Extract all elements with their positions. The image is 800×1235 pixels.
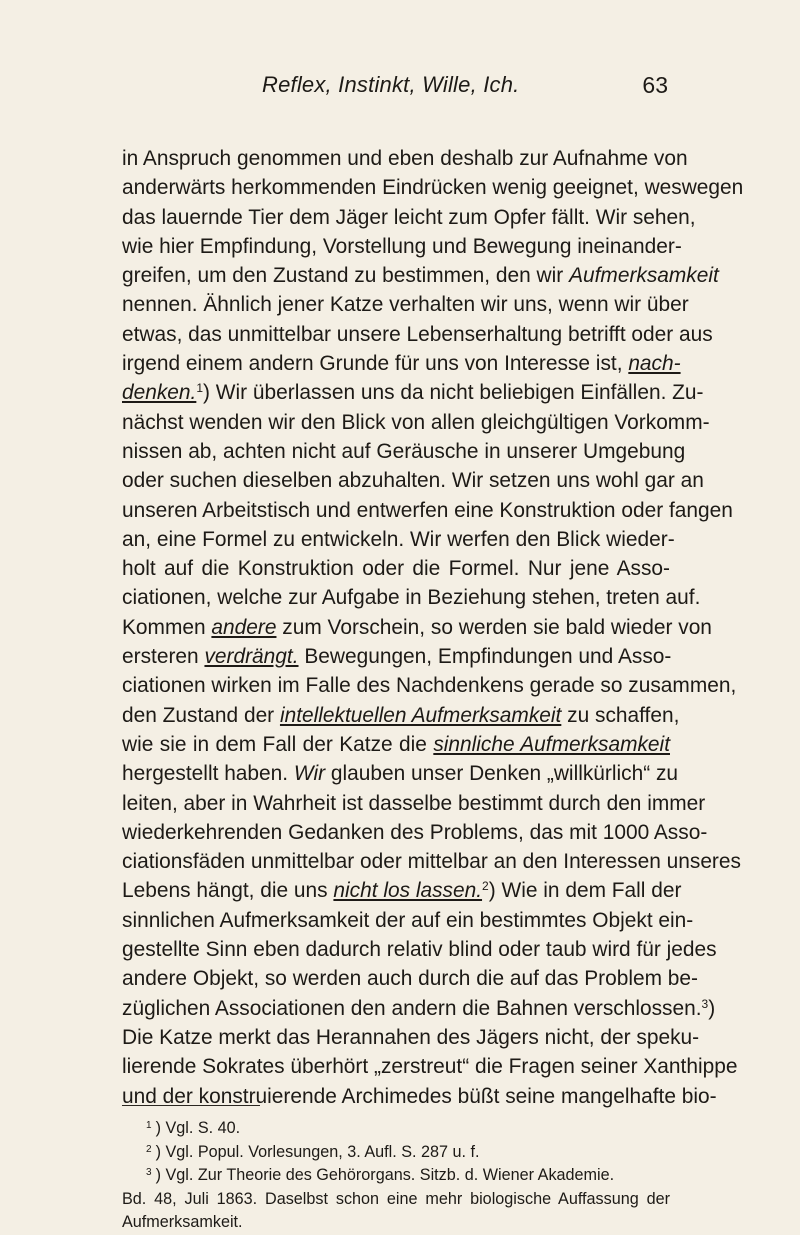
- text-run: hergestellt haben.: [122, 762, 289, 786]
- text-line: lierende Sokrates überhört „zerstreut“ die Fragen seiner Xanthippe: [122, 1055, 738, 1079]
- text-run: ersteren: [122, 645, 199, 669]
- footnotes: [122, 1117, 670, 1235]
- footnote-3-continued: Bd. 48, Juli 1863. Daselbst schon eine mehr biologische Auffassung der: [122, 1189, 670, 1208]
- text-line: gestellte Sinn eben dadurch relativ blind oder taub wird für jedes: [122, 938, 717, 962]
- text-run: glauben unser Denken „willkürlich“ zu: [330, 762, 679, 786]
- text-run: züglichen Associationen den andern die Bahnen verschlossen.: [122, 996, 702, 1020]
- text-line: [122, 876, 682, 905]
- text-line: [122, 613, 712, 642]
- text-run: Bewegungen, Empfindungen und Asso-: [304, 645, 672, 669]
- footnote-2: [122, 1141, 670, 1165]
- footnote-ref: 2: [482, 879, 489, 894]
- footnote-divider: [122, 1105, 260, 1106]
- text-line: [122, 701, 680, 730]
- emphasis-text: sinnliche Aufmerksamkeit: [433, 732, 670, 756]
- footnote-text: ) Vgl. S. 40.: [155, 1119, 241, 1137]
- text-line: ciationsfäden unmittelbar oder mittelbar an den Interessen unseres: [122, 850, 741, 874]
- page-header: [0, 72, 800, 112]
- emphasis-text: verdrängt.: [204, 645, 299, 669]
- text-line: holt auf die Konstruktion oder die Formel. Nur jene Asso-: [122, 557, 670, 581]
- text-line: wiederkehrenden Gedanken des Problems, das mit 1000 Asso-: [122, 820, 708, 844]
- page-number: 63: [642, 72, 668, 98]
- emphasis-text: nicht los lassen.: [333, 879, 483, 903]
- text-line: nächst wenden wir den Blick von allen gleichgültigen Vorkomm-: [122, 410, 710, 434]
- text-line: nissen ab, achten nicht auf Geräusche in unserer Umgebung: [122, 439, 686, 463]
- text-line: anderwärts herkommenden Eindrücken wenig geeignet, weswegen: [122, 176, 744, 200]
- text-line: [122, 759, 679, 788]
- text-line: sinnlichen Aufmerksamkeit der auf ein bestimmtes Objekt ein-: [122, 908, 694, 932]
- text-run: greifen, um den Zustand zu bestimmen, den wir: [122, 264, 564, 288]
- text-line: unseren Arbeitstisch und entwerfen eine Konstruktion oder fangen: [122, 498, 733, 522]
- footnote-mark: 1: [146, 1120, 152, 1131]
- emphasis-text: nach-: [628, 352, 681, 376]
- main-text: [122, 144, 744, 1111]
- footnote-3: [122, 1164, 670, 1188]
- text-run: ): [708, 996, 716, 1020]
- text-run: ) Wie in dem Fall der: [488, 879, 682, 903]
- text-line: an, eine Formel zu entwickeln. Wir werfen den Blick wieder-: [122, 527, 675, 551]
- text-line: [122, 261, 719, 290]
- text-run: wie sie in dem Fall der Katze die: [122, 732, 427, 756]
- footnote-ref: 1: [196, 381, 204, 396]
- text-line: und der konstruierende Archimedes büßt seine mangelhafte bio-: [122, 1084, 717, 1108]
- footnote-text: ) Vgl. Zur Theorie des Gehörorgans. Sitzb. d. Wiener Akademie.: [155, 1166, 615, 1184]
- text-line: [122, 378, 704, 407]
- text-run: irgend einem andern Grunde für uns von Interesse ist,: [122, 352, 623, 376]
- emphasis-text: andere: [211, 615, 277, 639]
- text-line: [122, 349, 681, 378]
- text-line: [122, 730, 670, 759]
- footnote-1: [122, 1117, 670, 1141]
- text-line: oder suchen dieselben abzuhalten. Wir setzen uns wohl gar an: [122, 469, 704, 493]
- running-title: Reflex, Instinkt, Wille, Ich.: [262, 72, 520, 97]
- footnote-mark: 3: [146, 1167, 152, 1178]
- text-line: nennen. Ähnlich jener Katze verhalten wir uns, wenn wir über: [122, 293, 689, 317]
- text-line: andere Objekt, so werden auch durch die auf das Problem be-: [122, 967, 698, 991]
- text-line: ciationen, welche zur Aufgabe in Beziehung stehen, treten auf.: [122, 586, 701, 610]
- footnote-ref: 3: [701, 996, 709, 1011]
- text-line: Die Katze merkt das Herannahen des Jägers nicht, der speku-: [122, 1025, 700, 1049]
- text-line: wie hier Empfindung, Vorstellung und Bewegung ineinander-: [122, 234, 682, 258]
- emphasis-text: Wir: [293, 762, 326, 786]
- text-line: [122, 642, 670, 671]
- text-line: ciationen wirken im Falle des Nachdenkens gerade so zusammen,: [122, 674, 737, 698]
- text-line: in Anspruch genommen und eben deshalb zur Aufnahme von: [122, 147, 688, 170]
- emphasis-text: intellektuellen Aufmerksamkeit: [279, 703, 562, 727]
- text-run: zum Vorschein, so werden sie bald wieder von: [282, 615, 712, 639]
- text-run: Lebens hängt, die uns: [122, 879, 328, 903]
- footnote-mark: 2: [146, 1143, 152, 1155]
- text-line: das lauernde Tier dem Jäger leicht zum Opfer fällt. Wir sehen,: [122, 205, 696, 229]
- emphasis-text: denken.: [122, 381, 197, 405]
- text-run: den Zustand der: [122, 703, 275, 727]
- footnote-text: ) Vgl. Popul. Vorlesungen, 3. Aufl. S. 287 u. f.: [155, 1142, 480, 1161]
- text-line: [122, 994, 716, 1023]
- text-line: etwas, das unmittelbar unsere Lebenserhaltung betrifft oder aus: [122, 322, 713, 346]
- text-run: ) Wir überlassen uns da nicht beliebigen Einfällen. Zu-: [203, 381, 704, 405]
- text-run: zu schaffen,: [567, 703, 680, 727]
- footnote-3-continued: Aufmerksamkeit.: [122, 1213, 243, 1231]
- text-run: Kommen: [122, 615, 206, 639]
- text-line: leiten, aber in Wahrheit ist dasselbe bestimmt durch den immer: [122, 791, 706, 815]
- emphasis-text: Aufmerksamkeit: [569, 264, 719, 288]
